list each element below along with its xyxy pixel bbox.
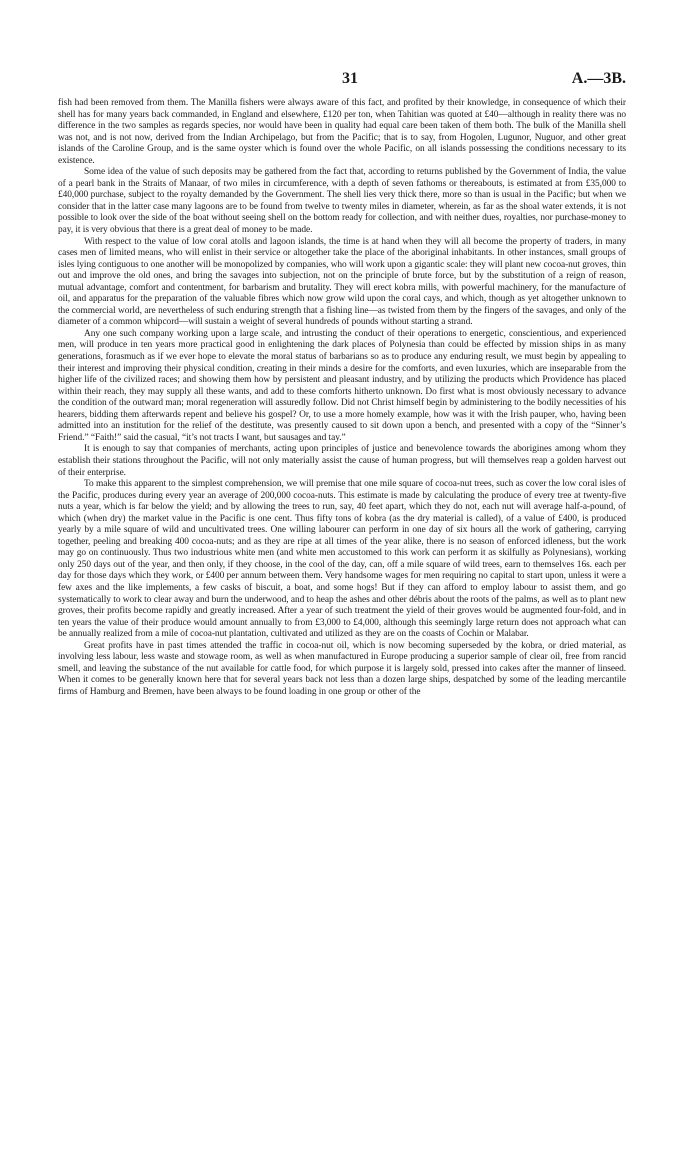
paragraph: Any one such company working upon a large scale, and intrusting the conduct of their operations to energetic, conscientious, and experienced men, will produce in ten years more practical good in enlightening the dark places of Polynesia than could be effected by mission ships in as many generations, forasmuch as if we ever hope to elevate the moral status of barbarians so as to produce any enduring result, we must begin by appealing to their interest and improving their physical condition, creating in their minds a desire for the comforts, and even luxuries, which are inseparable from the higher life of the civilized races; and showing them how by persistent and pleasant industry, and by utilizing the products which Providence has placed within their reach, they may supply all these wants, and add to these comforts hitherto unknown. Do first what is most obviously necessary to advance the condition of the outward man; moral regeneration will assuredly follow. Did not Christ himself begin by administering to the bodily necessities of his hearers, bidding them afterwards repent and believe his gospel? Or, to use a more homely example, how was it with the Irish pauper, who, having been admitted into an institution for the relief of the destitute, was presently caused to sit down upon a bench, and presented with a copy of the “Sinner’s Friend.” “Faith!” said the casual, “it’s not tracts I want, but sausages and tay.” [58,328,626,443]
paragraph: To make this apparent to the simplest comprehension, we will premise that one mile square of cocoa-nut trees, such as cover the low coral isles of the Pacific, produces during every year an average of 200,000 cocoa-nuts. This estimate is made by calculating the produce of every tree at twenty-five nuts a year, which is far below the yield; and by allowing the trees to run, say, 40 feet apart, which they do not, each nut will average half-a-pound, of which (when dry) the market value in the Pacific is one cent. Thus fifty tons of kobra (as the dry material is called), of a value of £400, is produced yearly by a mile square of wild and uncultivated trees. One willing labourer can perform in one day of six hours all the work of gathering, carrying together, peeling and breaking 400 cocoa-nuts; and as they are ripe at all times of the year alike, there is no season of enforced idleness, but the work may go on continuously. Thus two industrious white men (and white men accustomed to this work can perform it as skilfully as Polynesians), working only 250 days out of the year, and then only, if they choose, in the cool of the day, can, off a mile square of wild trees, earn to themselves 16s. each per day for those days which they work, or £400 per annum between them. Very handsome wages for men requiring no capital to start upon, unless it were a few axes and the like implements, a few casks of biscuit, a boat, and some hogs! But if they can afford to employ labour to assist them, and go systematically to work to clear away and burn the underwood, and to heap the ashes and other débris about the roots of the palms, as well as to plant new groves, their profits become rapidly and greatly increased. After a year of such treatment the yield of their groves would be augmented four-fold, and in ten years the value of their produce would amount annually to from £3,000 to £4,000, although this seemingly large return does not approach what can be annually realized from a mile of cocoa-nut plantation, cultivated and utilized as they are on the coasts of Cochin or Malabar. [58,479,626,640]
paragraph: fish had been removed from them. The Manilla fishers were always aware of this fact, and profited by their knowledge, in consequence of which their shell has for many years back commanded, in England and elsewhere, £120 per ton, when Tahitian was quoted at £40—although in reality there was no difference in the two samples as regards species, nor would have been in quality had equal care been taken of them both. The bulk of the Manilla shell was not, and is not now, derived from the Indian Archipelago, but from the Pacific; that is to say, from Hogolen, Lugunor, Nuguor, and other great islands of the Caroline Group, and is the same oyster which is found over the whole Pacific, on all islands possessing the conditions necessary to its existence. [58,98,626,166]
page-number: 31 [342,70,358,87]
body-text [58,98,626,698]
document-reference: A.—3B. [571,70,626,87]
paragraph: Some idea of the value of such deposits may be gathered from the fact that, according to returns published by the Government of India, the value of a pearl bank in the Straits of Manaar, of two miles in circumference, with a depth of seven fathoms or thereabouts, is estimated at from £35,000 to £40,000 purchase, subject to the royalty demanded by the Government. The shell lies very thick there, more so than is usual in the Pacific; but when we consider that in the latter case many lagoons are to be found from twelve to twenty miles in diameter, wherein, as far as the shoal water extends, it is not possible to look over the side of the boat without seeing shell on the bottom ready for collection, and with neither dues, royalties, nor purchase-money to pay, it is very obvious that there is a great deal of money to be made. [58,167,626,236]
paragraph: Great profits have in past times attended the traffic in cocoa-nut oil, which is now becoming superseded by the kobra, or dried material, as involving less labour, less waste and stowage room, as well as when manufactured in Europe producing a superior sample of clear oil, free from rancid smell, and leaving the substance of the nut available for cattle food, for which purpose it is largely sold, pressed into cakes after the manner of linseed. When it comes to be generally known here that for several years back not less than a dozen large ships, despatched by some of the leading mercantile firms of Hamburg and Bremen, have been always to be found loading in one group or other of the [58,640,626,697]
paragraph: With respect to the value of low coral atolls and lagoon islands, the time is at hand when they will all become the property of traders, in many cases men of limited means, who will enlist in their service or altogether take the place of the aboriginal inhabitants. In other instances, small groups of isles lying contiguous to one another will be monopolized by companies, who will work upon a gigantic scale: they will plant new cocoa-nut groves, thin out and improve the old ones, and bring the savages into subjection, not on the principle of brute force, but by the substitution of a reign of reason, mutual advantage, comfort and contentment, for barbarism and brutality. They will erect kobra mills, with powerful machinery, for the manufacture of oil, and apparatus for the preparation of the valuable fibres which now grow wild upon the coral cays, and which, though as yet altogether unknown to the commercial world, are nevertheless of such enduring strength that a fishing line—as twisted from them by the fingers of the savages, and only of the diameter of a common whipcord—will sustain a weight of several hundreds of pounds without starting a strand. [58,236,626,328]
paragraph: It is enough to say that companies of merchants, acting upon principles of justice and benevolence towards the aborigines among whom they establish their stations throughout the Pacific, will not only materially assist the cause of human progress, but will themselves reap a golden harvest out of their enterprise. [58,444,626,478]
